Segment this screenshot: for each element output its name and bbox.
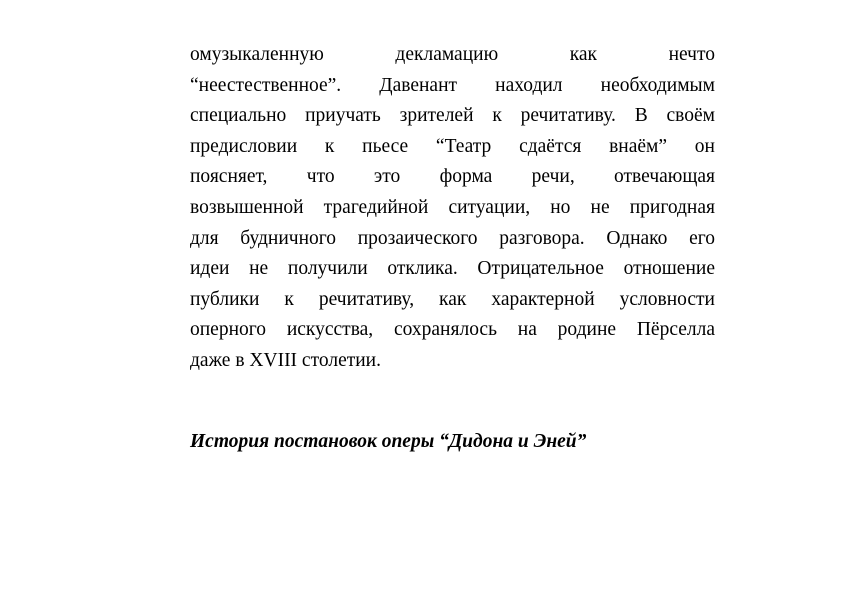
paragraph-line: поясняет, что это форма речи, отвечающая (190, 166, 715, 188)
section-heading: История постановок оперы “Дидона и Эней” (190, 431, 587, 452)
paragraph-line: оперного искусства, сохранялось на родине Пёрселла (190, 319, 715, 341)
paragraph-line: омузыкаленную декламацию как нечто (190, 44, 715, 65)
paragraph-line: предисловии к пьесе “Театр сдаётся внаём” он (190, 135, 715, 157)
paragraph-line: публики к речитативу, как характерной условности (190, 288, 715, 310)
paragraph-line: специально приучать зрителей к речитативу. В своём (190, 105, 715, 127)
body-paragraph (190, 40, 715, 377)
paragraph-line: “неестественное”. Давенант находил необходимым (190, 74, 715, 96)
paragraph-line: даже в XVIII столетии. (190, 349, 381, 371)
paragraph-line: возвышенной трагедийной ситуации, но не пригодная (190, 196, 715, 218)
paragraph-line: для будничного прозаического разговора. Однако его (190, 227, 715, 249)
paragraph-line: идеи не получили отклика. Отрицательное отношение (190, 258, 715, 280)
